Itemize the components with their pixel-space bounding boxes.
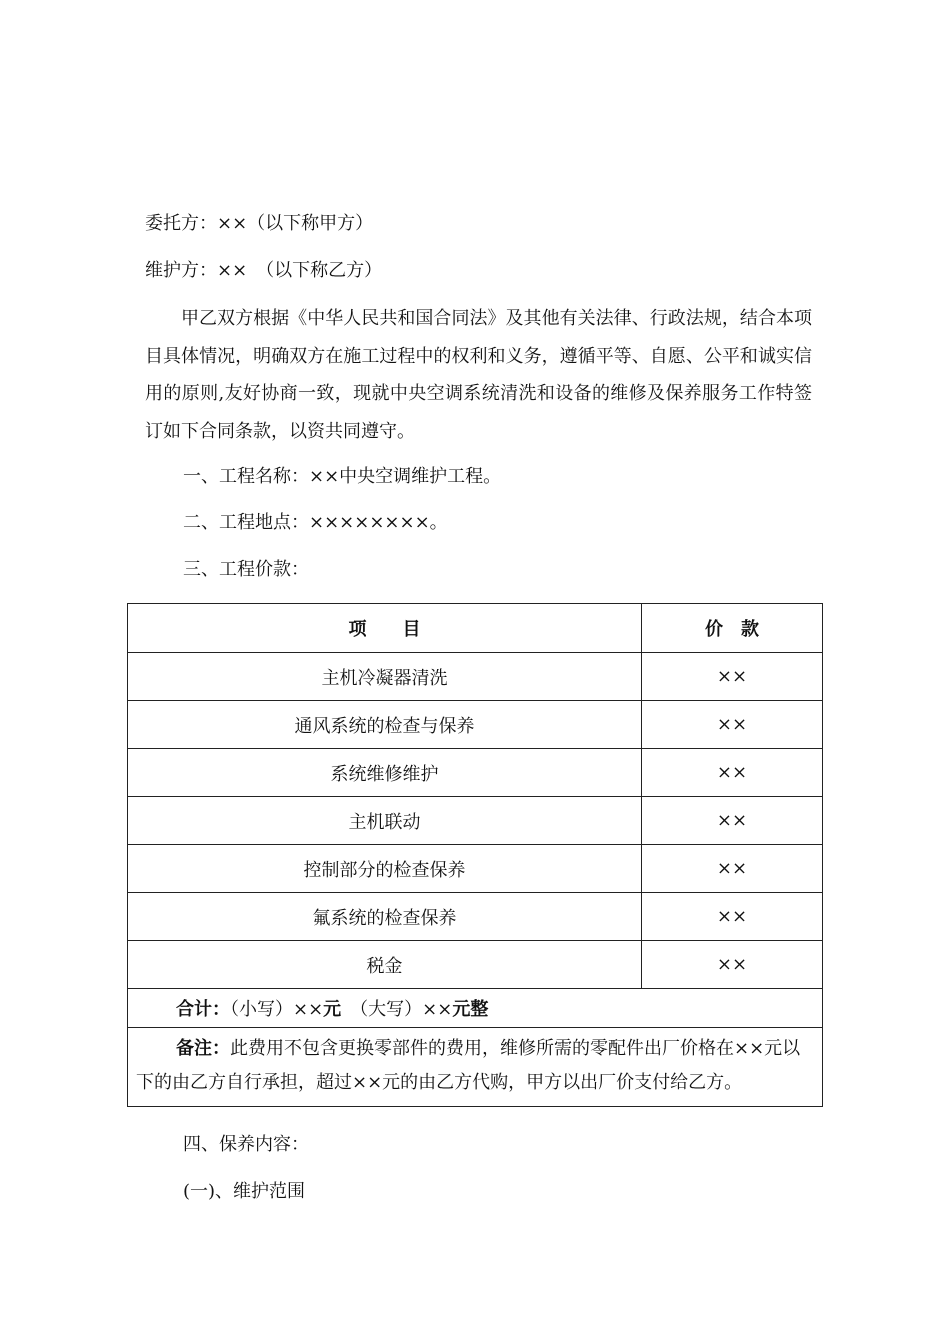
table-row	[128, 653, 823, 701]
row-price: ××	[642, 845, 823, 893]
note-label: 备注：	[176, 1038, 230, 1059]
row-price: ××	[642, 797, 823, 845]
row-price: ××	[642, 653, 823, 701]
row-price: ××	[642, 749, 823, 797]
row-price: ××	[642, 893, 823, 941]
row-item: 通风系统的检查与保养	[128, 701, 642, 749]
section-project-location: 二、工程地点：××××××××。	[183, 512, 448, 533]
row-item: 氟系统的检查保养	[128, 893, 642, 941]
section-project-name: 一、工程名称：××中央空调维护工程。	[183, 466, 502, 487]
note-text: 此费用不包含更换零部件的费用，维修所需的零配件出厂价格在××元以下的由乙方自行承担，超过××元的由乙方代购，甲方以出厂价支付给乙方。	[136, 1038, 801, 1093]
table-row	[128, 941, 823, 989]
client-line: 委托方：××（以下称甲方）	[145, 213, 374, 234]
table-row	[128, 701, 823, 749]
table-row	[128, 797, 823, 845]
row-price: ××	[642, 701, 823, 749]
row-item: 控制部分的检查保养	[128, 845, 642, 893]
total-small-unit: 元	[323, 999, 342, 1020]
table-header-row	[128, 604, 823, 653]
table-row	[128, 845, 823, 893]
row-item: 系统维修维护	[128, 749, 642, 797]
row-item: 主机联动	[128, 797, 642, 845]
total-label: 合计：	[176, 999, 230, 1020]
section-maintenance-content: 四、保养内容：	[183, 1134, 309, 1155]
note-cell	[128, 1028, 823, 1107]
header-item: 项 目	[128, 604, 642, 653]
row-item: 税金	[128, 941, 642, 989]
table-row	[128, 749, 823, 797]
total-row	[128, 989, 823, 1028]
row-item: 主机冷凝器清洗	[128, 653, 642, 701]
header-price: 价 款	[642, 604, 823, 653]
maintainer-line: 维护方：×× （以下称乙方）	[145, 260, 383, 281]
section-project-price: 三、工程价款：	[183, 559, 309, 580]
note-row	[128, 1028, 823, 1107]
total-big-unit: 元整	[452, 999, 489, 1020]
price-table	[127, 603, 823, 1107]
total-cell	[128, 989, 823, 1028]
total-small-prefix: （小写）××	[230, 999, 324, 1020]
subsection-maintenance-scope: (一)、维护范围	[183, 1181, 306, 1202]
table-row	[128, 893, 823, 941]
row-price: ××	[642, 941, 823, 989]
intro-paragraph: 甲乙双方根据《中华人民共和国合同法》及其他有关法律、行政法规，结合本项目具体情况，明确双方在施工过程中的权利和义务，遵循平等、自愿、公平和诚实信用的原则,友好协商一致，现就中央空调系统清洗和设备的维修及保养服务工作特签订如下合同条款，以资共同遵守。	[145, 308, 812, 442]
total-big-prefix: （大写）××	[359, 999, 453, 1020]
